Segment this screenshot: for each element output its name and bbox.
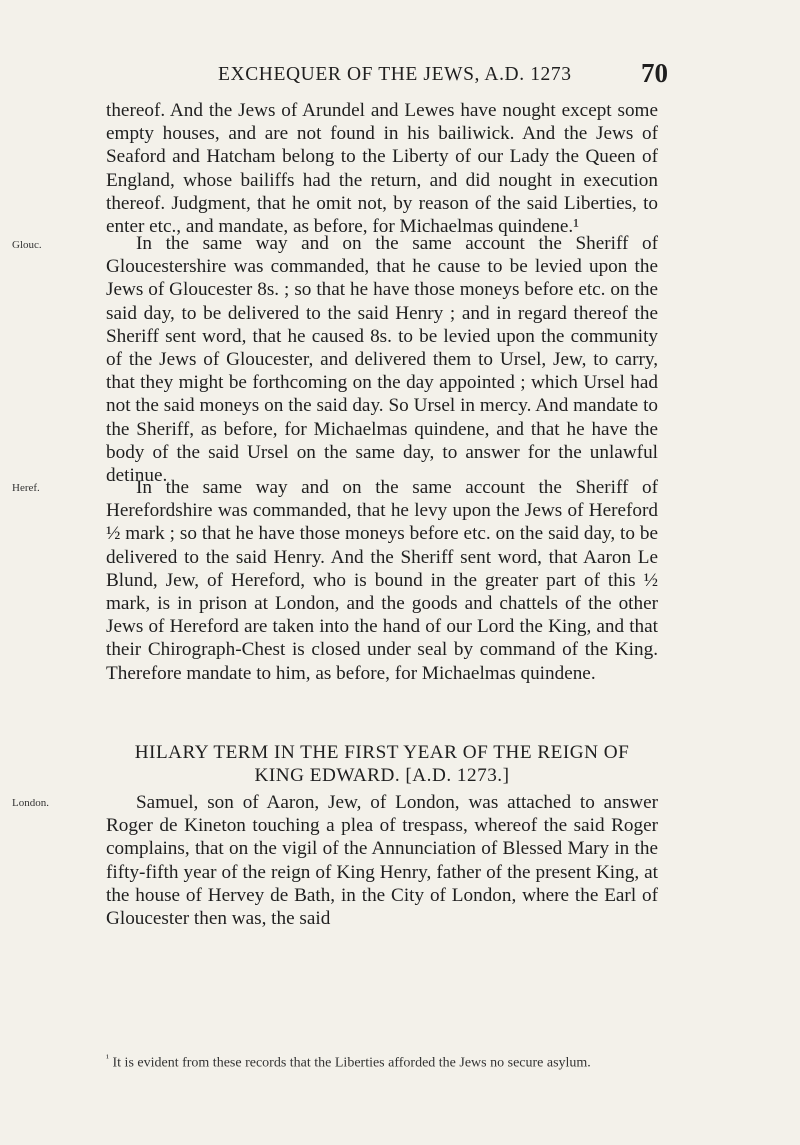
paragraph-london: [106, 791, 658, 930]
paragraph-text: thereof. And the Jews of Arundel and Lewes have nought except some empty houses, and are not found in his bailiwick. And the Jews of Seaford and Hatcham belong to the Liberty of our Lady the Queen of England, whose bailiffs had the return, and did nought in execution thereof. Judgment, that he omit not, by reason of the said Liberties, to enter etc., and mandate, as before, for Michaelmas quindene.¹: [106, 100, 658, 238]
section-heading-line1: HILARY TERM IN THE FIRST YEAR OF THE REIGN OF: [134, 742, 630, 763]
margin-note-glouc: Glouc.: [12, 239, 42, 251]
paragraph-arundel: [106, 99, 658, 238]
page-header: [0, 58, 800, 90]
running-head: EXCHEQUER OF THE JEWS, A.D. 1273: [218, 64, 572, 85]
page-number: 70: [641, 58, 668, 88]
footnote-mark: ¹: [106, 1053, 109, 1064]
section-heading: [106, 741, 658, 787]
margin-note-london: London.: [12, 797, 49, 809]
margin-note-heref: Heref.: [12, 482, 40, 494]
footnote-text: It is evident from these records that the Liberties afforded the Jews no secure asylum.: [109, 1055, 591, 1071]
paragraph-hereford: [106, 476, 658, 685]
paragraph-text: In the same way and on the same account the Sheriff of Gloucestershire was commanded, that he cause to be levied upon the Jews of Gloucester 8s. ; so that he have those moneys before etc. on the said day, to be delivered to the said Henry ; and in regard thereof the Sheriff sent word, that he caused 8s. to be levied upon the community of the Jews of Gloucester, and delivered them to Ursel, Jew, to carry, that they might be forthcoming on the day appointed ; which Ursel had not the said moneys on the said day. So Ursel in mercy. And mandate to the Sheriff, as before, for Michaelmas quindene, and that he have the body of the said Ursel on the same day, to answer for the unlawful detinue.: [106, 233, 658, 487]
section-heading-line2: KING EDWARD. [A.D. 1273.]: [254, 765, 510, 786]
paragraph-text: Samuel, son of Aaron, Jew, of London, was attached to answer Roger de Kineton touching a plea of trespass, whereof the said Roger complains, that on the vigil of the Annunciation of Blessed Mary in the fifty-fifth year of the reign of King Henry, father of the present King, at the house of Hervey de Bath, in the City of London, where the Earl of Gloucester then was, the said: [106, 792, 658, 930]
paragraph-text: In the same way and on the same account the Sheriff of Herefordshire was commanded, that he levy upon the Jews of Hereford ½ mark ; so that he have those moneys before etc. on the said day, to be delivered to the said Henry. And the Sheriff sent word, that Aaron Le Blund, Jew, of Hereford, who is bound in the greater part of this ½ mark, is in prison at London, and the goods and chattels of the other Jews of Hereford are taken into the hand of our Lord the King, and that their Chirograph-Chest is closed under seal by command of the King. Therefore mandate to him, as before, for Michaelmas quindene.: [106, 477, 658, 684]
footnote: [106, 1050, 658, 1072]
paragraph-gloucester: [106, 232, 658, 487]
